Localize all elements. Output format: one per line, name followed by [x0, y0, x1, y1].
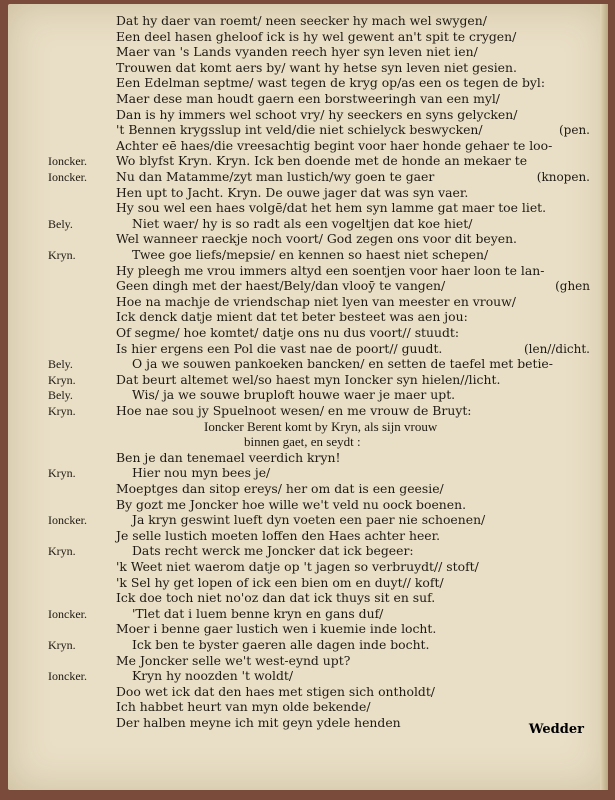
text-line — [8, 699, 608, 715]
verse-text: Nu dan Matamme/zyt man lustich/wy goen te gaer — [116, 169, 435, 184]
text-line — [8, 263, 608, 279]
text-line — [8, 91, 608, 107]
text-line — [8, 13, 608, 29]
verse-text: Wo blyfst Kryn. Kryn. Ick ben doende met de honde an mekaer te — [116, 153, 528, 169]
verse-text: Maer van 's Lands vyanden reech hyer syn leven niet ien/ — [116, 44, 478, 60]
verse-text: Hy sou wel een haes volgē/dat het hem syn lamme gat maer toe liet. — [116, 200, 547, 216]
turnover-text: (ghen — [555, 279, 590, 294]
speaker-label: Bely. — [48, 216, 73, 231]
text-line — [8, 231, 608, 247]
speaker-label: Ioncker. — [48, 170, 87, 184]
verse-text: Hy pleegh me vrou immers altyd een soentjen voor haer loon te lan- — [116, 262, 545, 278]
speaker-label: Kryn. — [48, 466, 76, 481]
verse-text: 'k Weet niet waerom datje op 't jagen so verbruydt// stoft/ — [116, 559, 479, 574]
stage-direction: Ioncker Berent komt by Kryn, als sijn vrouw — [204, 418, 438, 434]
text-line — [8, 278, 608, 294]
text-line — [8, 481, 608, 497]
verse-text: Twee goe liefs/mepsie/ en kennen so haest niet schepen/ — [132, 247, 489, 262]
text-line — [8, 294, 608, 310]
text-line — [8, 575, 608, 591]
text-line — [8, 387, 608, 403]
verse-text: Dat hy daer van roemt/ neen seecker hy mach wel swygen/ — [116, 13, 487, 28]
text-line — [8, 653, 608, 669]
text-line — [8, 356, 608, 372]
text-line — [8, 185, 608, 201]
text-line — [8, 200, 608, 216]
speaker-label: Kryn. — [48, 544, 76, 559]
verse-text: Niet waer/ hy is so radt als een vogeltjen dat koe hiet/ — [132, 215, 473, 231]
text-line — [8, 590, 608, 606]
text-line — [8, 450, 608, 466]
text-line — [8, 309, 608, 325]
speaker-label: Kryn. — [48, 404, 76, 418]
turnover-text: (len//dicht. — [523, 341, 590, 356]
text-line — [8, 559, 608, 575]
verse-text: 'k Sel hy get lopen of ick een bien om en duyt// koft/ — [116, 574, 444, 590]
verse-text: Hoe na machje de vriendschap niet lyen van meester en vrouw/ — [116, 293, 516, 309]
text-line — [8, 606, 608, 622]
verse-text: Een Edelman septme/ wast tegen de kryg op/as een os tegen de byl: — [116, 75, 546, 91]
text-block — [8, 4, 608, 790]
text-line — [8, 29, 608, 45]
text-line — [8, 637, 608, 653]
verse-text: Kryn hy noozden 't woldt/ — [132, 668, 294, 684]
verse-text: Ja kryn geswint lueft dyn voeten een paer nie schoenen/ — [132, 512, 486, 528]
text-line — [8, 434, 608, 450]
stage-direction: binnen gaet, en seydt : — [244, 434, 361, 450]
verse-text: Me Joncker selle we't west-eynd upt? — [116, 652, 351, 668]
speaker-label: Ioncker. — [48, 513, 87, 528]
speaker-label: Bely. — [48, 357, 73, 372]
text-line — [8, 169, 608, 185]
catchword: Wedder — [528, 722, 584, 737]
verse-text: Dan is hy immers wel schoot vry/ hy seeckers en syns gelycken/ — [116, 106, 518, 122]
text-line — [8, 216, 608, 232]
verse-text: Hen upt to Jacht. Kryn. De ouwe jager dat was syn vaer. — [116, 184, 469, 200]
verse-text: Of segme/ hoe komtet/ datje ons nu dus voort// stuudt: — [116, 325, 460, 340]
speaker-label: Kryn. — [48, 638, 76, 652]
text-line — [8, 497, 608, 513]
verse-text: Doo wet ick dat den haes met stigen sich ontholdt/ — [116, 683, 435, 699]
verse-text: Hier nou myn bees je/ — [132, 465, 271, 481]
speaker-label: Ioncker. — [48, 669, 87, 684]
verse-text: By gozt me Joncker hoe wille we't veld nu oock boenen. — [116, 496, 467, 512]
verse-text: Ick ben te byster gaeren alle dagen inde bocht. — [132, 637, 430, 652]
text-line — [8, 715, 608, 731]
speaker-label: Ioncker. — [48, 154, 87, 169]
text-line — [8, 44, 608, 60]
text-line — [8, 621, 608, 637]
speaker-label: Bely. — [48, 388, 73, 403]
verse-text: Je selle lustich moeten loffen den Haes achter heer. — [116, 527, 441, 543]
verse-text: 'Tlet dat i luem benne kryn en gans duf/ — [132, 605, 384, 621]
verse-text: Moeptges dan sitop ereys/ her om dat is een geesie/ — [116, 481, 444, 496]
verse-text: Ich habbet heurt van myn olde bekende/ — [116, 699, 371, 715]
verse-text: Ben je dan tenemael veerdich kryn! — [116, 449, 341, 465]
text-line — [8, 372, 608, 388]
verse-text: Is hier ergens een Pol die vast nae de poort// guudt. — [116, 340, 443, 356]
verse-text: Dat beurt altemet wel/so haest myn Ioncker syn hielen//licht. — [116, 371, 501, 387]
verse-text: Wis/ ja we souwe bruploft houwe waer je maer upt. — [132, 387, 456, 403]
text-line — [8, 684, 608, 700]
verse-text: Achter eē haes/die vreesachtig begint voor haer honde gehaer te loo- — [116, 137, 553, 153]
text-line — [8, 107, 608, 123]
speaker-label: Ioncker. — [48, 606, 87, 621]
verse-text: Maer dese man houdt gaern een borstweeringh van een myl/ — [116, 91, 500, 106]
text-line — [8, 543, 608, 559]
text-line — [8, 668, 608, 684]
text-line — [8, 465, 608, 481]
text-line — [8, 75, 608, 91]
text-line — [8, 512, 608, 528]
text-line — [8, 138, 608, 154]
text-line — [8, 528, 608, 544]
text-line — [8, 403, 608, 419]
verse-text: Moer i benne gaer lustich wen i kuemie inde locht. — [116, 621, 437, 637]
verse-text: Wel wanneer raeckje noch voort/ God zegen ons voor dit beyen. — [116, 231, 517, 247]
text-line — [8, 60, 608, 76]
speaker-label: Kryn. — [48, 248, 76, 262]
verse-text: Geen dingh met der haest/Bely/dan vlooȳ te vangen/ — [116, 278, 446, 294]
speaker-label: Kryn. — [48, 372, 76, 387]
text-line — [8, 247, 608, 263]
text-line — [8, 325, 608, 341]
verse-text: Ick denck datje mient dat tet beter besteet was aen jou: — [116, 309, 468, 325]
verse-text: 't Bennen krygsslup int veld/die niet schielyck beswycken/ — [116, 122, 483, 138]
text-line — [8, 341, 608, 357]
verse-text: Een deel hasen gheloof ick is hy wel gewent an't spit te crygen/ — [116, 28, 517, 44]
verse-text: Dats recht werck me Joncker dat ick begeer: — [132, 543, 414, 559]
verse-text: Trouwen dat komt aers by/ want hy hetse syn leven niet gesien. — [116, 59, 517, 75]
book-page — [8, 4, 608, 790]
turnover-text: (knopen. — [536, 170, 590, 184]
verse-text: O ja we souwen pankoeken bancken/ en setten de taefel met betie- — [132, 356, 553, 372]
verse-text: Der halben meyne ich mit geyn ydele henden — [116, 715, 401, 730]
verse-text: Hoe nae sou jy Spuelnoot wesen/ en me vrouw de Bruyt: — [116, 403, 472, 418]
verse-text: Ick doe toch niet no'oz dan dat ick thuys sit en suf. — [116, 590, 436, 606]
text-line — [8, 153, 608, 169]
turnover-text: (pen. — [558, 123, 590, 138]
text-line — [8, 419, 608, 435]
text-line — [8, 122, 608, 138]
